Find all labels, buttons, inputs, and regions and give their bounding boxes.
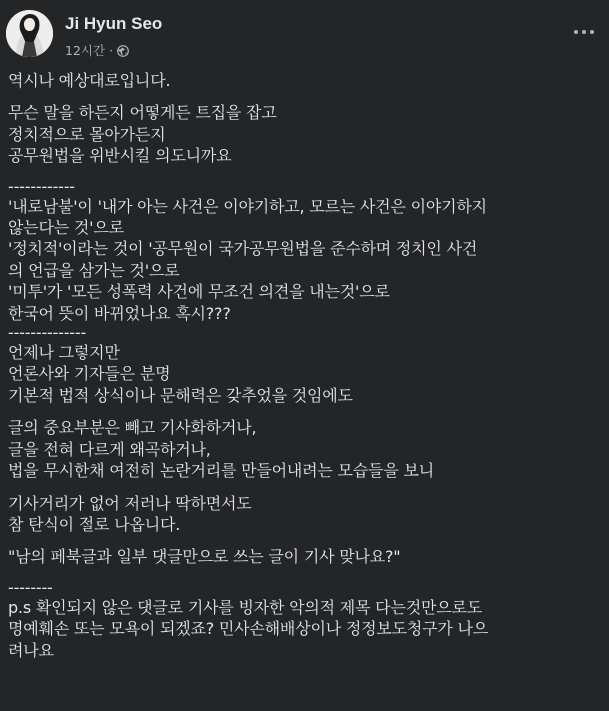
post-paragraph	[8, 579, 604, 661]
post-text-line: 글을 전혀 다르게 왜곡하거나,	[8, 439, 211, 459]
avatar[interactable]	[6, 10, 53, 57]
post-text-line: 않는다는 것'으로	[8, 218, 124, 238]
post-body	[8, 70, 604, 672]
post-text-line: 참 탄식이 절로 나옵니다.	[8, 514, 181, 534]
post-text-line: '정치적'이라는 것이 '공무원이 국가공무원법을 준수하며 정치인 사건	[8, 239, 478, 259]
avatar-image	[6, 10, 53, 57]
separator-line: --------	[8, 577, 53, 597]
post-text-line: 언론사와 기자들은 분명	[8, 364, 171, 384]
separator-line: ------------	[8, 176, 75, 196]
post-paragraph	[8, 546, 604, 567]
more-dot-icon	[582, 30, 586, 34]
post-time[interactable]: 12시간	[65, 43, 106, 58]
post-text-line: 명예훼손 또는 모욕이 되겠죠? 민사손해배상이나 정정보도청구가 나으	[8, 619, 489, 639]
post-text-line: 기사거리가 없어 저러나 딱하면서도	[8, 493, 252, 513]
post-text-line: '내로남불'이 '내가 아는 사건은 이야기하고, 모르는 사건은 이야기하지	[8, 196, 487, 216]
post-text-line: 정치적으로 몰아가든지	[8, 124, 166, 144]
post-text-line: 의 언급을 삼가는 것'으로	[8, 260, 180, 280]
separator-line: --------------	[8, 323, 87, 343]
post-text-line: 글의 중요부분은 빼고 기사화하거나,	[8, 418, 257, 438]
post-paragraph	[8, 102, 604, 166]
post-text-line: p.s 확인되지 않은 댓글로 기사를 빙자한 악의적 제목 다는것만으로도	[8, 597, 482, 617]
meta-separator: ·	[109, 42, 114, 58]
post-paragraph	[8, 493, 604, 536]
more-dot-icon	[574, 30, 578, 34]
author-name[interactable]: Ji Hyun Seo	[65, 14, 163, 33]
more-options-button[interactable]	[569, 20, 599, 44]
post-text-line: 법을 무시한채 여전히 논란거리를 만들어내려는 모습들을 보니	[8, 461, 434, 481]
post-text-line: 려나요	[8, 640, 54, 660]
post-meta	[65, 41, 129, 59]
post-text-line: 무슨 말을 하든지 어떻게든 트집을 잡고	[8, 103, 277, 123]
post-paragraph	[8, 70, 604, 91]
globe-icon[interactable]	[117, 45, 129, 57]
more-dot-icon	[590, 30, 594, 34]
post-text-line: "남의 페북글과 일부 댓글만으로 쓰는 글이 기사 맞나요?"	[8, 547, 401, 567]
post-text-line: 역시나 예상대로입니다.	[8, 71, 171, 90]
post-text-line: 기본적 법적 상식이나 문해력은 갖추었을 것임에도	[8, 385, 353, 405]
post-text-line: 공무원법을 위반시킬 의도니까요	[8, 146, 232, 166]
post-text-line: '미투'가 '모든 성폭력 사건에 무조건 의견을 내는것'으로	[8, 282, 390, 302]
post-paragraph	[8, 417, 604, 481]
post-paragraph	[8, 178, 604, 407]
post-header	[6, 10, 599, 64]
post-text-line: 한국어 뜻이 바뀌었나요 혹시???	[8, 303, 231, 323]
post-text-line: 언제나 그렇지만	[8, 343, 120, 363]
